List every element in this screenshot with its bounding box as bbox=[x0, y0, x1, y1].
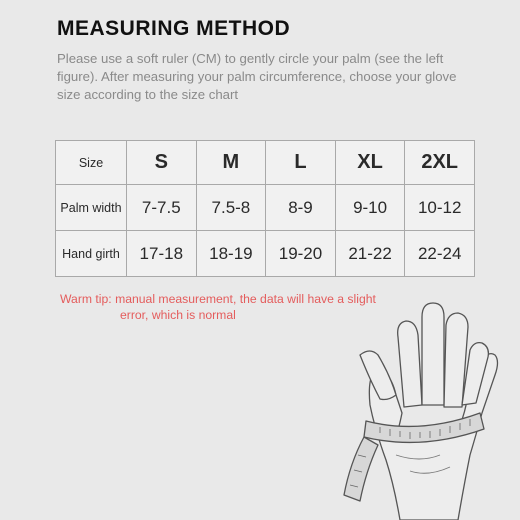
page-title: MEASURING METHOD bbox=[57, 17, 291, 40]
hand-girth-label: Hand girth bbox=[56, 231, 127, 277]
size-s: S bbox=[127, 141, 197, 185]
table-cell: 9-10 bbox=[335, 185, 405, 231]
table-cell: 8-9 bbox=[266, 185, 336, 231]
table-cell: 18-19 bbox=[196, 231, 266, 277]
instructions-text: Please use a soft ruler (CM) to gently circle your palm (see the left figure). After measuring your palm circumference, choose your glove size according to the size chart bbox=[57, 51, 457, 102]
table-cell: 17-18 bbox=[127, 231, 197, 277]
table-cell: 19-20 bbox=[266, 231, 336, 277]
table-cell: 22-24 bbox=[405, 231, 475, 277]
table-row bbox=[56, 185, 475, 231]
palm-width-label: Palm width bbox=[56, 185, 127, 231]
size-l: L bbox=[266, 141, 336, 185]
size-2xl: 2XL bbox=[405, 141, 475, 185]
warm-tip-line2: error, which is normal bbox=[120, 308, 236, 322]
table-cell: 7-7.5 bbox=[127, 185, 197, 231]
table-row bbox=[56, 231, 475, 277]
table-cell: 21-22 bbox=[335, 231, 405, 277]
size-header-label: Size bbox=[56, 141, 127, 185]
table-header-row bbox=[56, 141, 475, 185]
size-chart-table bbox=[55, 140, 475, 277]
size-m: M bbox=[196, 141, 266, 185]
hand-measuring-tape-icon bbox=[330, 295, 520, 520]
table-cell: 7.5-8 bbox=[196, 185, 266, 231]
size-xl: XL bbox=[335, 141, 405, 185]
warm-tip-line1: Warm tip: manual measurement, the data will have a slight bbox=[60, 292, 376, 306]
table-cell: 10-12 bbox=[405, 185, 475, 231]
